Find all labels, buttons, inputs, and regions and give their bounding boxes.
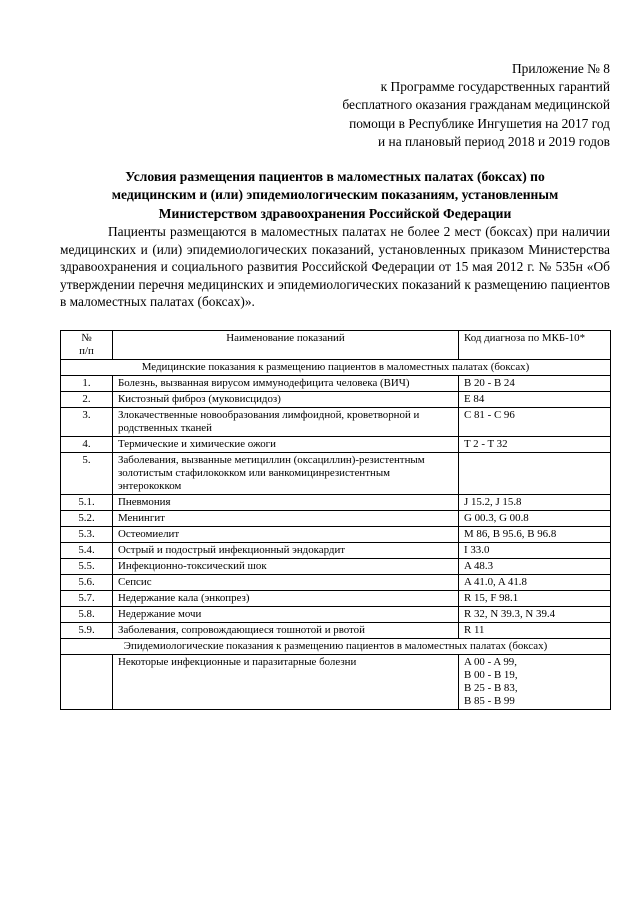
row-name: Заболевания, сопровождающиеся тошнотой и рвотой [113, 623, 459, 639]
row-number: 5.8. [61, 607, 113, 623]
row-name: Инфекционно-токсический шок [113, 559, 459, 575]
row-number: 5.9. [61, 623, 113, 639]
row-name: Менингит [113, 511, 459, 527]
table-row [61, 623, 611, 639]
row-number: 5.7. [61, 591, 113, 607]
row-name: Остеомиелит [113, 527, 459, 543]
table-row [61, 392, 611, 408]
row-code: A 41.0, A 41.8 [459, 575, 611, 591]
row-name: Злокачественные новообразования лимфоидной, кроветворной и родственных тканей [113, 408, 459, 437]
row-code: R 11 [459, 623, 611, 639]
row-number: 3. [61, 408, 113, 437]
title-line: медицинским и (или) эпидемиологическим показаниям, установленным [111, 187, 559, 203]
table-row [61, 437, 611, 453]
table-row [61, 408, 611, 437]
table-body [61, 360, 611, 710]
table-row [61, 559, 611, 575]
row-code: R 15, F 98.1 [459, 591, 611, 607]
row-name: Недержание мочи [113, 607, 459, 623]
row-name: Болезнь, вызванная вирусом иммунодефицита человека (ВИЧ) [113, 376, 459, 392]
appendix-line: помощи в Республике Ингушетия на 2017 год [349, 115, 610, 131]
table-row [61, 575, 611, 591]
document-title [60, 168, 610, 223]
row-number: 5.5. [61, 559, 113, 575]
title-line: Условия размещения пациентов в маломестных палатах (боксах) по [125, 169, 545, 184]
table-row [61, 607, 611, 623]
row-name: Недержание кала (энкопрез) [113, 591, 459, 607]
table-row [61, 495, 611, 511]
row-code: C 81 - C 96 [459, 408, 611, 437]
row-name: Кистозный фиброз (муковисцидоз) [113, 392, 459, 408]
table-row [61, 655, 611, 710]
row-code: M 86, B 95.6, B 96.8 [459, 527, 611, 543]
header-number-line: п/п [79, 345, 94, 357]
table-row [61, 543, 611, 559]
row-code: I 33.0 [459, 543, 611, 559]
header-code: Код диагноза по МКБ-10* [459, 331, 611, 360]
row-name: Сепсис [113, 575, 459, 591]
appendix-line: Приложение № 8 [511, 61, 610, 76]
appendix-line: к Программе государственных гарантий [380, 79, 610, 95]
row-code [459, 655, 611, 710]
appendix-block [342, 60, 610, 151]
row-code: B 20 - B 24 [459, 376, 611, 392]
row-number: 2. [61, 392, 113, 408]
row-code: G 00.3, G 00.8 [459, 511, 611, 527]
row-number: 5.4. [61, 543, 113, 559]
code-line: B 25 - B 83, [464, 682, 518, 694]
table-row [61, 527, 611, 543]
row-code: R 32, N 39.3, N 39.4 [459, 607, 611, 623]
code-line: B 85 - B 99 [464, 695, 515, 707]
table-header-row [61, 331, 611, 360]
row-code [459, 453, 611, 495]
row-number: 5.3. [61, 527, 113, 543]
row-code: A 48.3 [459, 559, 611, 575]
row-name: Некоторые инфекционные и паразитарные болезни [113, 655, 459, 710]
row-code: E 84 [459, 392, 611, 408]
table-row [61, 376, 611, 392]
section-epidemiological-label: Эпидемиологические показания к размещению пациентов в маломестных палатах (боксах) [61, 639, 611, 655]
row-number: 4. [61, 437, 113, 453]
header-name: Наименование показаний [113, 331, 459, 360]
row-number [61, 655, 113, 710]
row-number: 5.2. [61, 511, 113, 527]
appendix-line: и на плановый период 2018 и 2019 годов [378, 133, 610, 149]
table-row [61, 591, 611, 607]
row-name: Острый и подострый инфекционный эндокардит [113, 543, 459, 559]
title-line: Министерством здравоохранения Российской Федерации [158, 205, 512, 221]
code-line: A 00 - A 99, [464, 656, 517, 668]
row-name: Заболевания, вызванные метициллин (оксациллин)-резистентным золотистым стафилококком или ванкомицинрезистентным энтерококком [113, 453, 459, 495]
table-row [61, 453, 611, 495]
row-name: Термические и химические ожоги [113, 437, 459, 453]
intro-paragraph: Пациенты размещаются в маломестных палатах не более 2 мест (боксах) при наличии медицинских и (или) эпидемиологических показаний, установленных приказом Министерства здравоохранения и социального развития Российской Федерации от 15 мая 2012 г. № 535н «Об утверждении перечня медицинских и эпидемиологических показаний к размещению пациентов в маломестных палатах (боксах)». [60, 224, 610, 310]
table-row [61, 511, 611, 527]
row-number: 5. [61, 453, 113, 495]
section-row-medical [61, 360, 611, 376]
row-code: J 15.2, J 15.8 [459, 495, 611, 511]
code-line: B 00 - B 19, [464, 669, 518, 681]
section-row-epidemiological [61, 639, 611, 655]
row-number: 5.1. [61, 495, 113, 511]
indications-table [60, 330, 611, 710]
header-number [61, 331, 113, 360]
row-code: T 2 - T 32 [459, 437, 611, 453]
section-medical-label: Медицинские показания к размещению пациентов в маломестных палатах (боксах) [61, 360, 611, 376]
row-number: 5.6. [61, 575, 113, 591]
row-number: 1. [61, 376, 113, 392]
appendix-line: бесплатного оказания гражданам медицинской [342, 97, 610, 113]
header-number-line: № [81, 332, 92, 344]
row-name: Пневмония [113, 495, 459, 511]
